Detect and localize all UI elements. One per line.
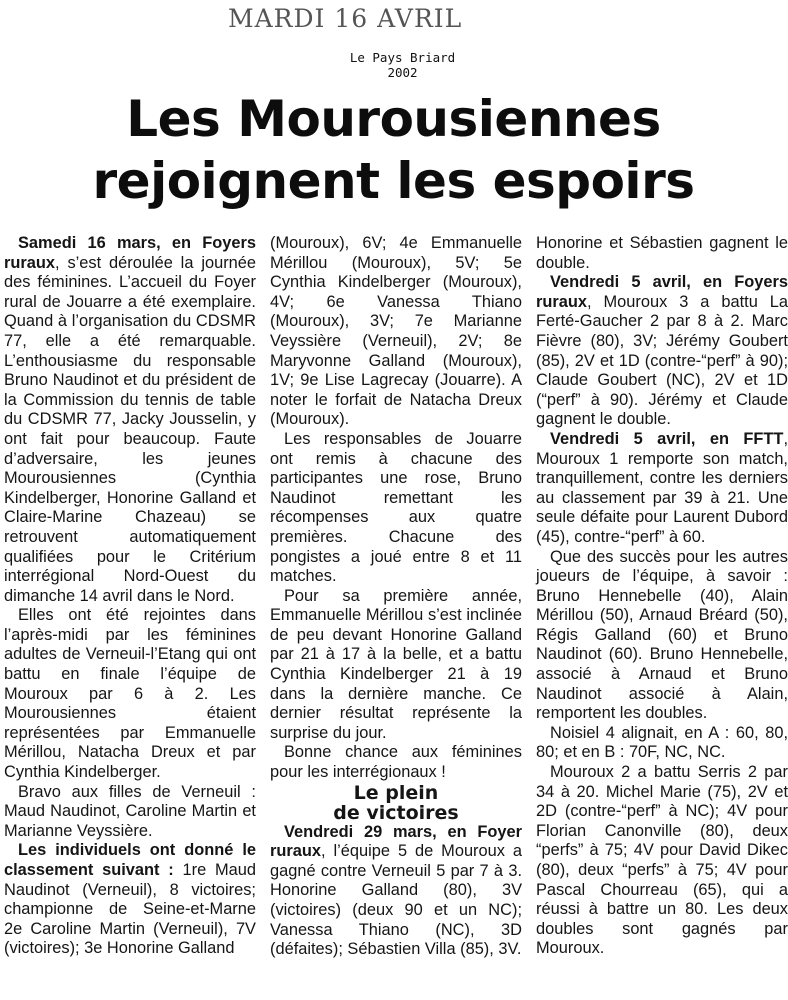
headline-line-1: Les Mourousiennes	[126, 90, 661, 148]
paragraph: Honorine et Sébastien gagnent le double.	[536, 234, 788, 272]
paragraph	[270, 823, 522, 960]
paragraph	[536, 273, 788, 430]
paragraph: Les responsables de Jouarre ont remis à chacune des participantes une rose, Bruno Naudinot remettant les récompenses aux quatre premières. Chacune des pongistes a joué entre 8 et 11 matches.	[270, 429, 522, 586]
source-stamp	[0, 50, 787, 80]
issue-date: MARDI 16 AVRIL	[228, 4, 463, 33]
paragraph: Pour sa première année, Emmanuelle Mérillou s’est inclinée de peu devant Honorine Galland par 21 à 17 à la belle, et a battu Cynthia Kindelberger 21 à 19 dans la dernière manche. Ce dernier résultat représente la surprise du jour.	[270, 586, 522, 742]
paragraph-lead: Vendredi 29 mars, en Foyer ruraux	[270, 822, 522, 861]
paragraph: (Mouroux), 6V; 4e Emmanuelle Mérillou (Mouroux), 5V; 5e Cynthia Kindelberger (Mouroux), 4V; 6e Vanessa Thiano (Mouroux), 3V; 7e Marianne Veyssière (Verneuil), 2V; 8e Maryvonne Galland (Mouroux), 1V; 9e Lise Lagrecay (Jouarre). A noter le forfait de Natacha Dreux (Mouroux).	[270, 234, 522, 429]
paragraph-text: , s’est déroulée la journée des féminines. L’accueil du Foyer rural de Jouarre a été exemplaire. Quand à l’organisation du CDSMR 77, elle a été remarquable. L’enthousiasme du responsable Bruno Naudinot et du président de la Commission du tennis de table du CDSMR 77, Jacky Jousselin, y ont fait pour beaucoup. Faute d’adversaire, les jeunes Mourousiennes (Cynthia Kindelberger, Honorine Galland et Claire-Marine Chazeau) se retrouvent automatiquement qualifiées pour le Critérium interrégional Nord-Ouest du dimanche 14 avril dans le Nord.	[4, 253, 256, 605]
paragraph	[4, 234, 256, 606]
paragraph-text: , l’équipe 5 de Mouroux a gagné contre Verneuil 5 par 7 à 3. Honorine Galland (80), 3V (victoires) (deux 90 et un NC); Vanessa Thiano (NC), 3D (défaites); Sébastien Villa (85), 3V.	[270, 842, 522, 959]
subheading-line-2: de victoires	[333, 801, 459, 824]
subheading-line-1: Le plein	[353, 781, 439, 804]
headline-line-2: rejoignent les espoirs	[92, 152, 695, 210]
paragraph-lead: Vendredi 5 avril, en FFTT	[550, 429, 784, 448]
publication-name: Le Pays Briard	[349, 50, 456, 65]
paragraph	[536, 430, 788, 548]
paragraph: Elles ont été rejointes dans l’après-midi par les féminines adultes de Verneuil-l’Etang qui ont battu en finale l’équipe de Mouroux par 6 à 2. Les Mourousiennes étaient représentées par Emmanuelle Mérillou, Natacha Dreux et par Cynthia Kindelberger.	[4, 606, 256, 782]
article-column-2	[270, 234, 522, 960]
paragraph: Bonne chance aux féminines pour les interrégionaux !	[270, 743, 522, 782]
paragraph: Que des succès pour les autres joueurs de l’équipe, à savoir : Bruno Hennebelle (40), Alain Mérillou (50), Arnaud Bréard (50), Régis Galland (60) et Bruno Naudinot (60). Bruno Hennebelle, associé à Arnaud et Bruno Naudinot associé à Alain, remportent les doubles.	[536, 547, 788, 723]
paragraph-text: , Mouroux 3 a battu La Ferté-Gaucher 2 par 8 à 2. Marc Fièvre (80), 3V; Jérémy Goubert (85), 2V et 1D (contre-“perf” à 90); Claude Goubert (NC), 2V et 1D (“perf” à 90). Jérémy et Claude gagnent le double.	[536, 292, 788, 429]
paragraph-lead: Les individuels ont donné le classement suivant :	[4, 841, 256, 879]
paragraph-lead: Vendredi 5 avril, en Foyers ruraux	[536, 273, 788, 311]
paragraph: Bravo aux filles de Verneuil : Maud Naudinot, Caroline Martin et Marianne Veyssière.	[4, 782, 256, 840]
paragraph-text: 1re Maud Naudinot (Verneuil), 8 victoires; championne de Seine-et-Marne 2e Caroline Martin (Verneuil), 7V (victoires); 3e Honorine Galland	[4, 861, 256, 958]
paragraph: Mouroux 2 a battu Serris 2 par 34 à 20. Michel Marie (75), 2V et 2D (contre-“perf” à NC); 4V pour Florian Canonville (80), deux “perfs” à 75; 4V pour David Dikec (80), deux “perfs” à 75; 4V pour Pascal Chourreau (65), qui a réussi à battre un 80. Les deux doubles sont gagnés par Mouroux.	[536, 763, 788, 958]
paragraph	[4, 841, 256, 959]
paragraph-text: , Mouroux 1 remporte son match, tranquillement, contre les derniers au classement par 39 à 21. Une seule défaite pour Laurent Dubord (45), contre-“perf” à 60.	[536, 429, 788, 546]
article-column-1	[4, 234, 256, 959]
paragraph: Noisiel 4 alignait, en A : 60, 80, 80; et en B : 70F, NC, NC.	[536, 723, 788, 762]
article-column-3	[536, 234, 788, 959]
paragraph-lead: Samedi 16 mars, en Foyers ruraux	[4, 234, 256, 272]
article-headline	[0, 88, 787, 212]
publication-year: 2002	[387, 65, 418, 80]
